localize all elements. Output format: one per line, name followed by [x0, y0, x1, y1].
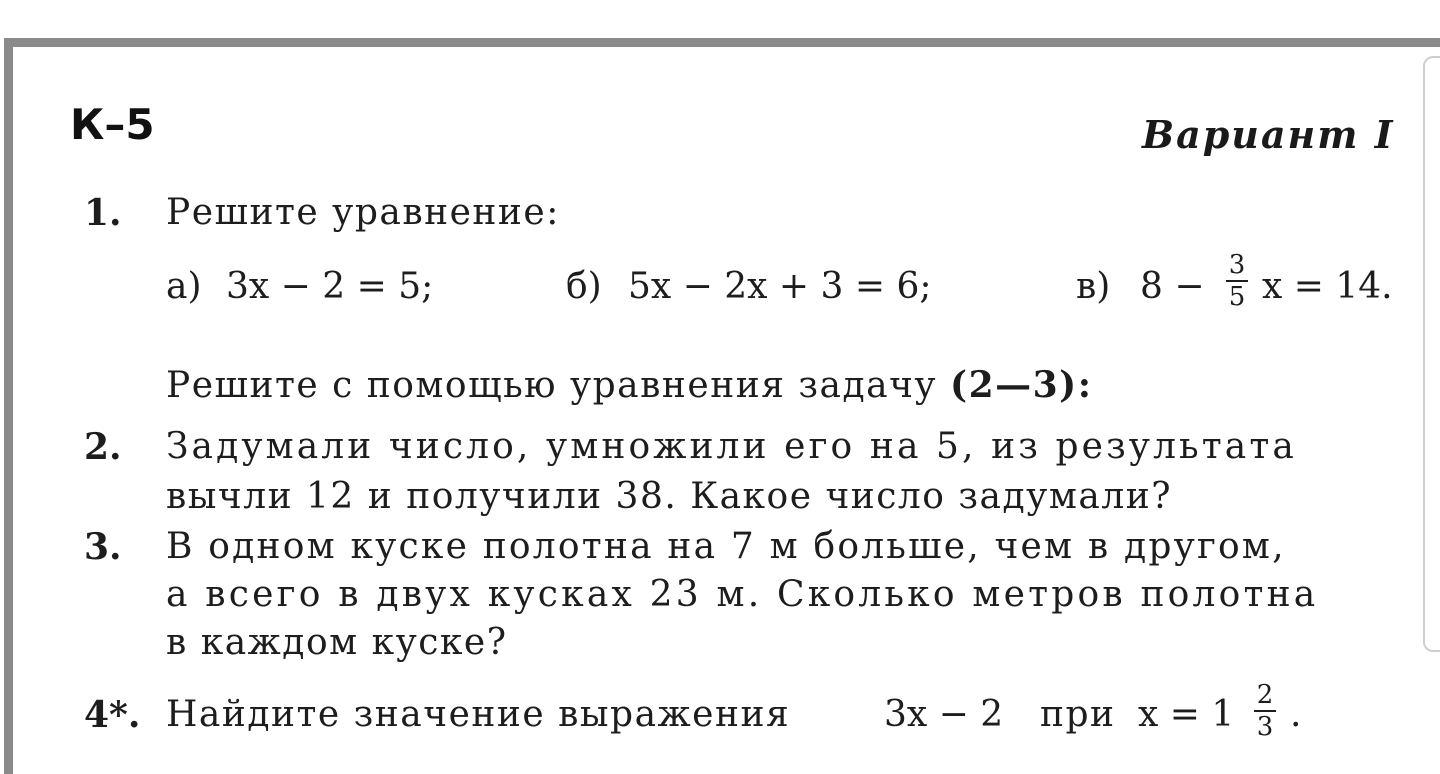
section-range: (2—3):	[950, 364, 1093, 406]
task-4-fraction-numerator: 2	[1256, 680, 1274, 710]
task-2-line-2: вычли 12 и получили 38. Какое число задумали?	[166, 476, 1172, 517]
task-4-when: при	[1040, 694, 1116, 735]
side-scroll-panel[interactable]	[1423, 56, 1440, 652]
task-1c-fraction	[1226, 252, 1248, 310]
task-1c-fraction-numerator: 3	[1228, 250, 1246, 280]
task-4-fraction	[1254, 682, 1276, 740]
task-4-number: 4*.	[84, 694, 141, 736]
task-1-prompt: Решите уравнение:	[166, 192, 560, 233]
task-3-line-3: в каждом куске?	[166, 622, 508, 663]
variant-label: Вариант I	[1142, 112, 1395, 157]
task-1c-right: x = 14.	[1262, 266, 1393, 307]
task-1b-equation: 5x − 2x + 3 = 6;	[628, 266, 932, 307]
task-2-line-1: Задумали число, умножили его на 5, из результата	[166, 426, 1297, 467]
section-instruction	[166, 364, 1092, 406]
test-code: К–5	[70, 100, 155, 149]
task-4-end: .	[1290, 694, 1302, 735]
task-4-fraction-denominator: 3	[1256, 712, 1274, 742]
task-3-line-2: а всего в двух кусках 23 м. Сколько метров полотна	[166, 574, 1319, 615]
task-1a-label: а)	[166, 266, 202, 307]
task-1b-label: б)	[566, 266, 602, 307]
section-text: Решите с помощью уравнения задачу	[166, 365, 938, 406]
task-4-text: Найдите значение выражения	[166, 694, 791, 735]
task-3-number: 3.	[84, 526, 122, 568]
task-4-expression: 3x − 2	[884, 694, 1004, 735]
task-1a-equation: 3x − 2 = 5;	[226, 266, 434, 307]
task-1c-label: в)	[1076, 266, 1111, 307]
task-2-number: 2.	[84, 426, 122, 468]
task-1c-fraction-denominator: 5	[1228, 282, 1246, 312]
task-1c-left: 8 −	[1140, 266, 1205, 307]
task-4-variable: x = 1	[1138, 694, 1235, 735]
task-1-number: 1.	[84, 192, 122, 234]
task-3-line-1: В одном куске полотна на 7 м больше, чем в другом,	[166, 526, 1286, 567]
